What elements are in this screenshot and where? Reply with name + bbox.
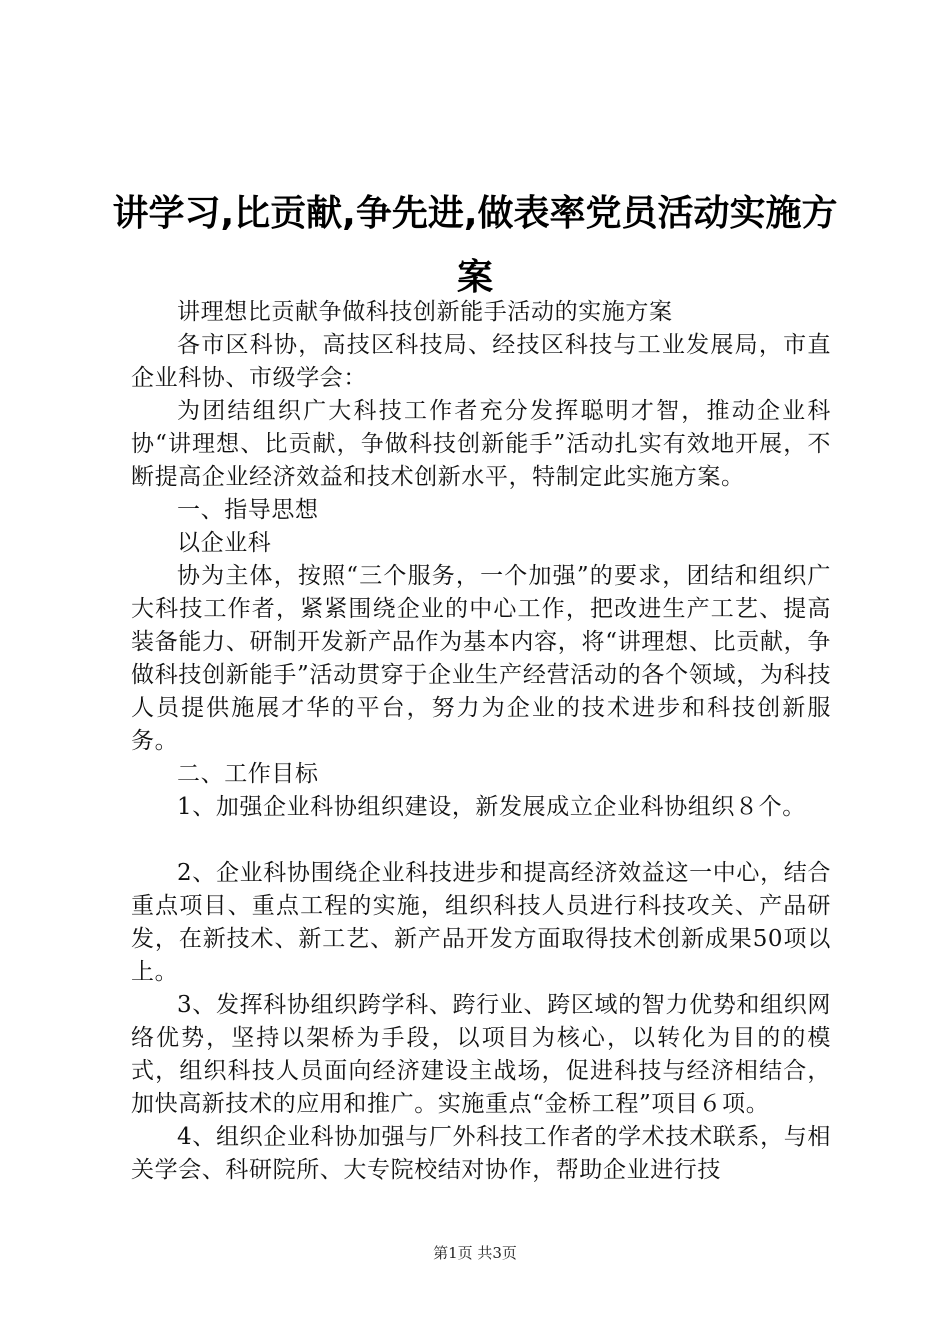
document-title: 讲学习,比贡献,争先进,做表率党员活动实施方案: [112, 193, 838, 298]
body-paragraph: 以企业科: [177, 530, 272, 556]
goal-item-2: 2、企业科协围绕企业科技进步和提高经济效益这一中心，结合重点项目、重点工程的实施，组织科技人员进行科技攻关、产品研发，在新技术、新工艺、新产品开发方面取得技术创新成果50项以上。: [131, 860, 831, 985]
addressee-paragraph: 各市区科协，高技区科技局、经技区科技与工业发展局，市直企业科协、市级学会：: [131, 332, 831, 391]
document-body: [131, 296, 831, 1187]
body-paragraph: 协为主体，按照“三个服务，一个加强”的要求，团结和组织广大科技工作者，紧紧围绕企业的中心工作，把改进生产工艺、提高装备能力、研制开发新产品作为基本内容，将“讲理想、比贡献，争做科技创新能手”活动贯穿于企业生产经营活动的各个领域，为科技人员提供施展才华的平台，努力为企业的技术进步和科技创新服务。: [131, 563, 831, 754]
intro-paragraph: 为团结组织广大科技工作者充分发挥聪明才智，推动企业科协“讲理想、比贡献，争做科技创新能手”活动扎实有效地开展，不断提高企业经济效益和技术创新水平，特制定此实施方案。: [131, 398, 831, 490]
goal-item-4: 4、组织企业科协加强与厂外科技工作者的学术技术联系，与相关学会、科研院所、大专院校结对协作，帮助企业进行技: [131, 1124, 831, 1183]
section-heading-work-goals: 二、工作目标: [177, 761, 319, 787]
goal-item-3: 3、发挥科协组织跨学科、跨行业、跨区域的智力优势和组织网络优势，坚持以架桥为手段，以项目为核心，以转化为目的的模式，组织科技人员面向经济建设主战场，促进科技与经济相结合，加快高新技术的应用和推广。实施重点“金桥工程”项目６项。: [131, 992, 831, 1117]
subtitle-paragraph: 讲理想比贡献争做科技创新能手活动的实施方案: [177, 299, 673, 325]
page-footer: 第1页 共3页: [433, 1244, 517, 1262]
goal-item-1: 1、加强企业科协组织建设，新发展成立企业科协组织８个。: [177, 794, 806, 820]
section-heading-guiding-thought: 一、指导思想: [177, 497, 319, 523]
